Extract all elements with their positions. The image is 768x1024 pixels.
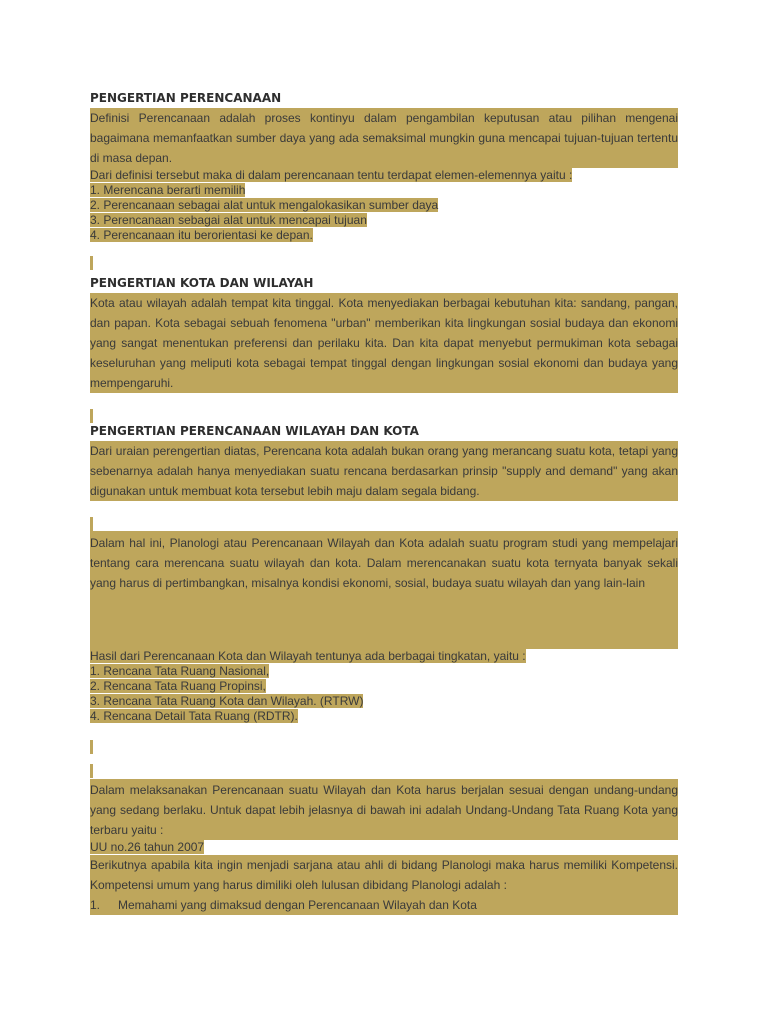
highlight-marker xyxy=(90,764,93,778)
paragraph-undang-undang: Dalam melaksanakan Perencanaan suatu Wilayah dan Kota harus berjalan sesuai dengan undang-undang yang sedang berlaku. Untuk dapat lebih jelasnya di bawah ini adalah Undang-Undang Tata Ruang Kota yang terbaru yaitu : xyxy=(90,779,678,840)
list-item: 4. Perencanaan itu berorientasi ke depan. xyxy=(90,228,313,242)
list-item: 1. Merencana berarti memilih xyxy=(90,183,246,197)
list-item: 3. Rencana Tata Ruang Kota dan Wilayah. (RTRW) xyxy=(90,694,364,708)
heading-perencanaan-wilayah-kota: PENGERTIAN PERENCANAAN WILAYAH DAN KOTA xyxy=(90,424,419,438)
highlight-marker xyxy=(90,517,93,531)
highlight-marker xyxy=(90,409,93,423)
paragraph-kompetensi: Berikutnya apabila kita ingin menjadi sarjana atau ahli di bidang Planologi maka harus memiliki Kompetensi. Kompetensi umum yang harus dimiliki oleh lulusan dibidang Planologi adalah : xyxy=(90,855,678,895)
tingkatan-intro: Hasil dari Perencanaan Kota dan Wilayah tentunya ada berbagai tingkatan, yaitu : xyxy=(90,649,526,663)
list-item: 1. Rencana Tata Ruang Nasional, xyxy=(90,664,270,678)
paragraph-kota-wilayah: Kota atau wilayah adalah tempat kita tinggal. Kota menyediakan berbagai kebutuhan kita: sandang, pangan, dan papan. Kota sebagai sebuah fenomena "urban" memberikan kita lingkungan sosial budaya dan ekonomi yang sangat menentukan preferensi dan perilaku kita. Dan kita dapat menyebut permukiman kota sebagai keseluruhan yang meliputi kota sebagai tempat tinggal dengan lingkungan sosial ekonomi dan budaya yang mempengaruhi. xyxy=(90,293,678,393)
elements-intro: Dari definisi tersebut maka di dalam perencanaan tentu terdapat elemen-elemennya yaitu : xyxy=(90,168,573,182)
list-item-kompetensi: 1. Memahami yang dimaksud dengan Perencanaan Wilayah dan Kota xyxy=(90,895,678,915)
list-item: 4. Rencana Detail Tata Ruang (RDTR). xyxy=(90,709,298,723)
heading-pengertian-perencanaan: PENGERTIAN PERENCANAAN xyxy=(90,91,282,105)
paragraph-planologi: Dalam hal ini, Planologi atau Perencanaan Wilayah dan Kota adalah suatu program studi yang mempelajari tentang cara merencana suatu wilayah dan kota. Dalam merencanakan suatu kota ternyata banyak sekali yang harus di pertimbangkan, misalnya kondisi ekonomi, sosial, budaya suatu wilayah dan yang lain-lain xyxy=(90,531,678,649)
list-item: 3. Perencanaan sebagai alat untuk mencapai tujuan xyxy=(90,213,367,227)
list-item: 2. Perencanaan sebagai alat untuk mengalokasikan sumber daya xyxy=(90,198,439,212)
highlight-marker xyxy=(90,256,93,270)
list-item: 2. Rencana Tata Ruang Propinsi, xyxy=(90,679,266,693)
paragraph-definisi-perencanaan: Definisi Perencanaan adalah proses kontinyu dalam pengambilan keputusan atau pilihan mengenai bagaimana memanfaatkan sumber daya yang ada semaksimal mungkin guna mencapai tujuan-tujuan tertentu di masa depan. xyxy=(90,108,678,168)
document-page xyxy=(90,90,678,915)
law-reference: UU no.26 tahun 2007 xyxy=(90,840,205,854)
heading-pengertian-kota-wilayah: PENGERTIAN KOTA DAN WILAYAH xyxy=(90,276,314,290)
highlight-marker xyxy=(90,740,93,754)
paragraph-perencana-kota: Dari uraian perengertian diatas, Perencana kota adalah bukan orang yang merancang suatu kota, tetapi yang sebenarnya adalah hanya menyediakan suatu rencana berdasarkan prinsip "supply and demand" yang akan digunakan untuk membuat kota tersebut lebih maju dalam segala bidang. xyxy=(90,441,678,501)
